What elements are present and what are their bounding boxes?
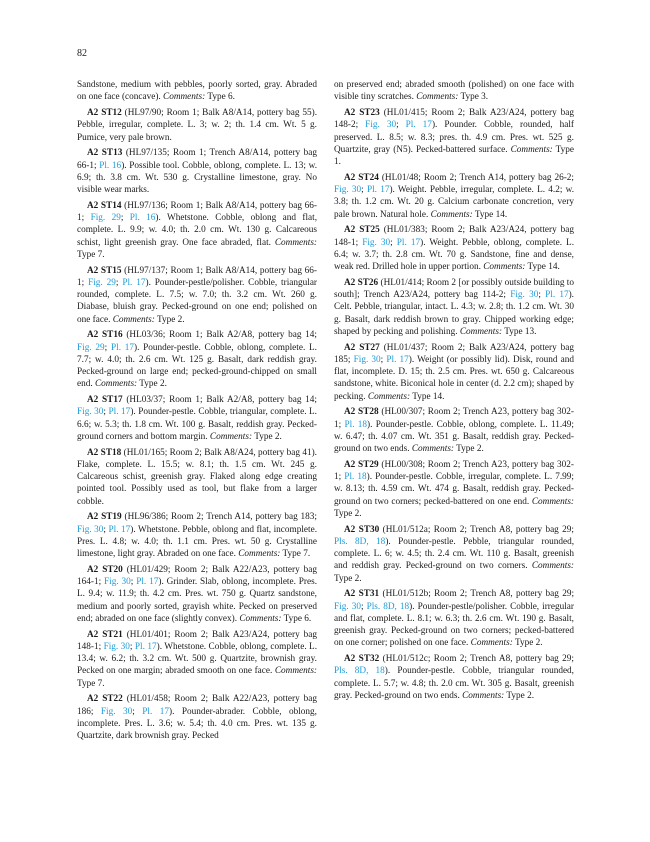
comments-label: Comments: xyxy=(483,262,526,272)
figure-ref-link[interactable]: Pl. 16 xyxy=(99,160,122,171)
figure-ref-link[interactable]: Pl. 17 xyxy=(142,706,169,717)
figure-ref-link[interactable]: Pl. 17 xyxy=(108,524,131,535)
comments-value: Type 7. xyxy=(282,549,311,559)
entry-description: (HL01/383; Room 2; Balk A23/A24, pottery bag 148-1; xyxy=(334,225,574,248)
catalog-entry xyxy=(334,406,574,455)
figure-ref-link[interactable]: Pl. 16 xyxy=(129,213,156,223)
entry-id: A2 ST17 xyxy=(87,395,123,405)
figure-ref-link[interactable]: Pl. 17 xyxy=(122,277,146,288)
comments-value: Type 2. xyxy=(334,573,362,584)
comments-label: Comments: xyxy=(430,209,473,220)
catalog-entry xyxy=(77,147,317,196)
entry-description-cont: ). Whetstone. Cobble, oblong, complete. L. 13.4; w. 6.2; th. 3.2 cm. Wt. 500 g. Quartzite, brownish gray. Pecked on one margin; abraded smooth on one face. xyxy=(77,641,318,677)
comments-label: Comments: xyxy=(531,561,575,572)
figure-ref-link[interactable]: Fig. 29 xyxy=(90,213,121,223)
comments-label: Comments: xyxy=(470,638,513,649)
comments-value: Type 3. xyxy=(460,92,489,103)
figure-ref-link[interactable]: Fig. 30 xyxy=(103,641,130,652)
figure-ref-link[interactable]: Fig. 30 xyxy=(100,706,133,717)
entry-description-cont: ). Pounder-pestle. Cobble, triangular rounded, complete. L. 5.7; w. 4.8; th. 2.0 cm. Wt. 305 g. Basalt, greenish gray. Pecked-ground on two ends. xyxy=(334,666,574,701)
figure-ref-link[interactable]: Fig. 30 xyxy=(510,290,539,300)
figure-ref-link[interactable]: Pls. 8D, 18 xyxy=(334,536,386,547)
comments-label: Comments: xyxy=(459,326,503,337)
catalog-entry: A2 ST14 (HL97/136; Room 1; Balk A8/A14, pottery bag 66-1; Fig. 29; Pl. 16). Whetstone. Cobble, oblong and flat, complete. L. 9.9; w. 4.0; th. 2.0 cm. Wt. 130 g. Calcareous schist, light greenish gray. One face abraded, flat. Comments: Type 7. xyxy=(77,200,318,260)
entry-description: (HL01/415; Room 2; Balk A23/A24, pottery bag 148-2; xyxy=(334,108,574,131)
entry-description: (HL01/414; Room 2 [or possibly outside building to south]; Trench A23/A24, pottery bag 114-2; xyxy=(334,277,575,300)
entry-description-cont: ). Possible tool. Cobble, oblong, complete. L. 13; w. 6.9; th. 3.8 cm. Wt. 530 g. Crystalline limestone, gray. No visible wear marks. xyxy=(77,160,318,195)
entry-id: A2 ST13 xyxy=(87,148,123,159)
entry-description-cont: ). Whetstone. Pebble, oblong and flat, incomplete. Pres. L. 4.8; w. 4.0; th. 1.1 cm. Pres. wt. 50 g. Crystalline limestone, light gray. Abraded on one face. xyxy=(77,524,318,559)
entry-id: A2 ST12 xyxy=(87,108,122,118)
catalog-entry: A2 ST17 (HL03/37; Room 1; Balk A2/A8, pottery bag 14; Fig. 30; Pl. 17). Pounder-pestle. Cobble, triangular, complete. L. 6.6; w. 5.3; th. 1.8 cm. Wt. 100 g. Basalt, reddish gray. Pecked-ground corners and bottom margin. Comments: Type 2. xyxy=(77,395,317,442)
catalog-entry xyxy=(77,107,317,144)
entry-description-cont: ). Pounder-abrader. Cobble, oblong, incomplete. Pres. L. 3.6; w. 5.4; th. 4.0 cm. Pres. wt. 135 g. Quartzite, dark brownish gray. Pecked xyxy=(77,706,317,741)
comments-value: Type 14. xyxy=(527,262,560,272)
continued-text xyxy=(334,79,574,104)
entry-description: (HL00/307; Room 2; Trench A23, pottery bag 302-1; xyxy=(334,407,575,430)
entry-id: A2 ST25 xyxy=(344,225,380,236)
figure-ref-link[interactable]: Pls. 8D, 18 xyxy=(366,601,410,612)
entry-description: (HL03/36; Room 1; Balk A2/A8, pottery bag 14; xyxy=(126,330,317,341)
catalog-entry: A2 ST27 (HL01/437; Room 2; Balk A23/A24, pottery bag 185; Fig. 30; Pl. 17). Weight (or possibly lid). Disk, round and flat, incomplete. D. 15; th. 2.5 cm. Pres. wt. 650 g. Calcareous sandstone, white. Biconical hole in center (d. 2.2 cm); shaped by pecking. Comments: Type 14. xyxy=(334,342,575,402)
entry-description: (HL96/386; Room 2; Trench A14, pottery bag 183; xyxy=(124,512,318,523)
entry-description-cont: ). Celt. Pebble, triangular, intact. L. 4.3; w. 2.8; th. 1.2 cm. Wt. 30 g. Basalt, dark reddish brown to gray. Chipped working edge; shaped by pecking and polishing. xyxy=(334,290,574,337)
continued-text xyxy=(77,79,317,104)
entry-description-cont: ). Weight (or possibly lid). Disk, round and flat, incomplete. D. 15; th. 2.5 cm. Pres. wt. 650 g. Calcareous sandstone, white. Biconical hole in center (d. 2.2 cm); shaped by pecking. xyxy=(334,354,575,402)
figure-ref-link[interactable]: Pl. 18 xyxy=(344,472,367,482)
catalog-entry xyxy=(334,524,574,585)
comments-value: Type 2. xyxy=(254,431,282,442)
comments-label: Comments: xyxy=(163,92,206,103)
figure-ref-link[interactable]: Pl. 17 xyxy=(136,577,159,587)
entry-id: A2 ST31 xyxy=(344,589,380,600)
figure-ref-link[interactable]: Pl. 17 xyxy=(545,290,569,300)
catalog-entry: A2 ST24 (HL01/48; Room 2; Trench A14, pottery bag 26-2; Fig. 30; Pl. 17). Weight. Pebble, irregular, complete. L. 4.2; w. 3.8; th. 1.2 cm. Wt. 20 g. Calcium carbonate concretion, very pale brown. Natural hole. Comments: Type 14. xyxy=(334,172,575,220)
comments-value: Type 2. xyxy=(139,379,167,390)
catalog-entry xyxy=(334,459,574,520)
entry-id: A2 ST29 xyxy=(344,459,379,470)
entry-description-cont: ). Weight. Pebble, oblong, complete. L. 6.4; w. 3.7; th. 2.8 cm. Wt. 70 g. Sandstone, fine and dense, weak red. Drilled hole in upper portion. xyxy=(334,237,575,272)
figure-ref-link[interactable]: Fig. 30 xyxy=(334,185,362,195)
comments-label: Comments: xyxy=(411,444,454,454)
comments-value: Type 6. xyxy=(207,92,235,103)
catalog-entry: A2 ST31 (HL01/512b; Room 2; Trench A8, pottery bag 29; Fig. 30; Pls. 8D, 18). Pounder-pestle/polisher. Cobble, irregular and flat, complete. L. 8.1; w. 6.3; th. 2.6 cm. Wt. 190 g. Basalt, greenish gray. Pecked-ground on two corners; pecked-battered on one corner; polished on one face. Comments: Type 2. xyxy=(334,589,575,649)
entry-description-cont: ). Whetstone. Cobble, oblong and flat, complete. L. 9.9; w. 4.0; th. 2.0 cm. Wt. 130 g. Calcareous schist, light greenish gray. One face abraded, flat. xyxy=(77,213,318,248)
entry-description-cont: ). Pounder-pestle/polisher. Cobble, irregular and flat, complete. L. 8.1; w. 6.3; th. 2.6 cm. Wt. 190 g. Basalt, greenish gray. Pecked-ground on two corners; pecked-battered on one corner; polished on one face. xyxy=(334,601,574,649)
entry-description: (HL01/429; Room 2; Balk A22/A23, pottery bag 164-1; xyxy=(77,564,317,587)
catalog-entry: A2 ST21 (HL01/401; Room 2; Balk A23/A24, pottery bag 148-1; Fig. 30; Pl. 17). Whetstone. Cobble, oblong, complete. L. 13.4; w. 6.2; th. 3.2 cm. Wt. 500 g. Quartzite, brownish gray. Pecked on one margin; abraded smooth on one face. Comments: Type 7. xyxy=(77,629,318,689)
figure-ref-link[interactable]: Pl. 17 xyxy=(405,120,432,131)
comments-label: Comments: xyxy=(238,549,281,559)
entry-description-cont: ). Pounder-pestle. Cobble, irregular, complete. L. 7.99; w. 8.13; th. 4.59 cm. Wt. 474 g. Basalt, reddish gray. Pecked-ground on two corners; pecked-battered on one end. xyxy=(334,472,574,507)
entry-description: (HL01/48; Room 2; Trench A14, pottery bag 26-2; xyxy=(381,172,575,183)
entry-description: (HL97/135; Room 1; Trench A8/A14, pottery bag 66-1; xyxy=(77,148,318,171)
figure-ref-link[interactable]: Pl. 17 xyxy=(110,342,135,353)
comments-value: Type 2. xyxy=(514,638,543,649)
comments-label: Comments: xyxy=(367,391,411,402)
entry-description-cont: ). Pounder. Cobble, rounded, half preserved. L. 8.5; w. 8.3; pres. th. 4.9 cm. Pres. wt. 525 g. Quartzite, gray (N5). Pecked-battered surface. xyxy=(334,120,575,155)
comments-value: Type 2. xyxy=(506,690,535,701)
entry-id: A2 ST19 xyxy=(87,512,122,523)
comments-label: Comments: xyxy=(112,314,155,325)
comments-label: Comments: xyxy=(416,92,459,103)
figure-ref-link[interactable]: Fig. 30 xyxy=(334,601,361,612)
comments-value: Type 14. xyxy=(412,391,445,402)
catalog-entry: A2 ST26 (HL01/414; Room 2 [or possibly outside building to south]; Trench A23/A24, pottery bag 114-2; Fig. 30; Pl. 17). Celt. Pebble, triangular, intact. L. 4.3; w. 2.8; th. 1.2 cm. Wt. 30 g. Basalt, dark reddish brown to gray. Chipped working edge; shaped by pecking and polishing. Comments: Type 13. xyxy=(334,277,575,337)
entry-description: (HL01/512c; Room 2; Trench A8, pottery bag 29; xyxy=(382,654,574,664)
entry-description-cont: ). Pounder-pestle. Cobble, oblong, complete. L. 7.7; w. 4.0; th. 2.6 cm. Wt. 125 g. Basalt, dark reddish gray. Pecked-ground on large end; pecked-ground-chipped on small end. xyxy=(77,342,317,390)
entry-description: (HL01/512a; Room 2; Trench A8, pottery bag 29; xyxy=(382,524,574,535)
comments-label: Comments: xyxy=(209,431,253,442)
comments-label: Comments: xyxy=(274,237,317,248)
figure-ref-link[interactable]: Pl. 17 xyxy=(386,354,409,365)
entry-description-cont: ). Pounder-pestle. Cobble, oblong, complete. L. 11.49; w. 6.47; th. 4.07 cm. Wt. 351 g. Basalt, reddish gray. Pecked-ground on two ends. xyxy=(334,419,574,454)
figure-ref-link[interactable]: Fig. 29 xyxy=(77,342,105,353)
figure-ref-link[interactable]: Fig. 29 xyxy=(88,277,116,288)
entry-id: A2 ST24 xyxy=(344,172,379,183)
entry-id: A2 ST32 xyxy=(344,654,380,664)
comments-value: Type 2. xyxy=(334,508,362,519)
entry-id: A2 ST15 xyxy=(87,265,122,276)
entry-id: A2 ST18 xyxy=(87,447,122,458)
comments-value: Type 14. xyxy=(474,209,508,220)
figure-ref-link[interactable]: Pl. 17 xyxy=(108,407,131,418)
figure-ref-link[interactable]: Fig. 30 xyxy=(104,577,131,587)
entry-description-cont: ). Weight. Pebble, irregular, complete. L. 4.2; w. 3.8; th. 1.2 cm. Wt. 20 g. Calcium carbonate concretion, very pale brown. Natural hole. xyxy=(334,185,575,220)
catalog-entry: A2 ST16 (HL03/36; Room 1; Balk A2/A8, pottery bag 14; Fig. 29; Pl. 17). Pounder-pestle. Cobble, oblong, complete. L. 7.7; w. 4.0; th. 2.6 cm. Wt. 125 g. Basalt, dark reddish gray. Pecked-ground on large end; pecked-ground-chipped on small end. Comments: Type 2. xyxy=(77,330,317,390)
figure-ref-link[interactable]: Pl. 17 xyxy=(134,641,157,652)
left-column xyxy=(77,79,317,746)
entry-description: (HL00/308; Room 2; Trench A23, pottery bag 302-1; xyxy=(334,459,575,482)
figure-ref-link[interactable]: Pl. 17 xyxy=(396,237,421,248)
catalog-entry: A2 ST19 (HL96/386; Room 2; Trench A14, pottery bag 183; Fig. 30; Pl. 17). Whetstone. Pebble, oblong and flat, incomplete. Pres. L. 4.8; w. 4.0; th. 1.1 cm. Pres. wt. 50 g. Crystalline limestone, light gray. Abraded on one face. Comments: Type 7. xyxy=(77,512,318,559)
entry-description: (HL97/137; Room 1; Balk A8/A14, pottery bag 66-1; xyxy=(77,265,318,288)
comments-label: Comments: xyxy=(94,379,138,390)
entry-id: A2 ST30 xyxy=(344,524,380,535)
entry-description-cont: ). Pounder-pestle/polisher. Cobble, triangular rounded, complete. L. 7.5; w. 7.0; th. 3.2 cm. Wt. 260 g. Diabase, bluish gray. Pecked-ground on one end; polished on one face. xyxy=(77,277,318,325)
right-column xyxy=(334,79,574,706)
entry-description: (HL01/458; Room 2; Balk A22/A23, pottery bag 186; xyxy=(77,694,317,717)
catalog-entry: A2 ST22 (HL01/458; Room 2; Balk A22/A23, pottery bag 186; Fig. 30; Pl. 17). Pounder-abrader. Cobble, oblong, incomplete. Pres. L. 3.6; w. 5.4; th. 4.0 cm. Pres. wt. 135 g. Quartzite, dark brownish gray. Pecked xyxy=(77,694,317,741)
entry-id: A2 ST16 xyxy=(87,330,123,341)
figure-ref-link[interactable]: Fig. 30 xyxy=(77,524,104,535)
figure-ref-link[interactable]: Pl. 18 xyxy=(344,419,368,430)
catalog-entry: A2 ST15 (HL97/137; Room 1; Balk A8/A14, pottery bag 66-1; Fig. 29; Pl. 17). Pounder-pestle/polisher. Cobble, triangular rounded, complete. L. 7.5; w. 7.0; th. 3.2 cm. Wt. 260 g. Diabase, bluish gray. Pecked-ground on one end; polished on one face. Comments: Type 2. xyxy=(77,265,318,325)
comments-value: Type 6. xyxy=(283,613,312,624)
comments-value: Type 2. xyxy=(157,314,185,325)
comments-label: Comments: xyxy=(462,690,505,701)
entry-description-cont: ). Pounder-pestle. Cobble, triangular, complete. L. 6.6; w. 5.3; th. 1.8 cm. Wt. 100 g. Basalt, reddish gray. Pecked-ground corners and bottom margin. xyxy=(77,407,317,442)
entry-id: A2 ST22 xyxy=(87,694,123,705)
continued-description: Sandstone, medium with pebbles, poorly sorted, gray. Abraded on one face (concave). xyxy=(77,80,317,103)
entry-id: A2 ST27 xyxy=(344,342,380,353)
entry-id: A2 ST26 xyxy=(344,277,379,288)
figure-ref-link[interactable]: Fig. 30 xyxy=(353,354,381,365)
entry-description: (HL01/437; Room 2; Balk A23/A24, pottery bag 185; xyxy=(334,342,574,365)
page-number: 82 xyxy=(77,48,87,59)
figure-ref-link[interactable]: Pls. 8D, 18 xyxy=(334,666,385,677)
entry-description: (HL01/401; Room 2; Balk A23/A24, pottery bag 148-1; xyxy=(77,629,317,652)
entry-id: A2 ST21 xyxy=(87,629,123,640)
comments-label: Comments: xyxy=(239,613,282,624)
figure-ref-link[interactable]: Fig. 30 xyxy=(365,120,397,131)
entry-description-cont: ). Grinder. Slab, oblong, incomplete. Pres. L. 9.4; w. 11.9; th. 4.2 cm. Pres. wt. 750 g. Quartz sandstone, medium and poorly sorted, grayish white. Pecked on preserved end; abraded on one face (slightly convex). xyxy=(77,577,318,624)
comments-label: Comments: xyxy=(531,496,574,507)
comments-value: Type 7. xyxy=(77,678,105,689)
catalog-entry: A2 ST23 (HL01/415; Room 2; Balk A23/A24, pottery bag 148-2; Fig. 30; Pl. 17). Pounder. Cobble, rounded, half preserved. L. 8.5; w. 8.3; pres. th. 4.9 cm. Pres. wt. 525 g. Quartzite, gray (N5). Pecked-battered surface. Comments: Type 1. xyxy=(334,108,575,167)
figure-ref-link[interactable]: Pl. 17 xyxy=(366,185,390,195)
comments-value: Type 7. xyxy=(77,249,105,260)
entry-description: (HL97/90; Room 1; Balk A8/A14, pottery bag 55). Pebble, irregular, complete. L. 3; w. 2; th. 1.4 cm. Wt. 5 g. Pumice, very pale brown. xyxy=(77,108,318,143)
figure-ref-link[interactable]: Fig. 30 xyxy=(362,237,391,248)
entry-description: (HL97/136; Room 1; Balk A8/A14, pottery bag 66-1; xyxy=(77,200,318,223)
entry-id: A2 ST20 xyxy=(87,564,123,575)
entry-description: (HL01/165; Room 2; Balk A8/A24, pottery bag 41). Flake, complete. L. 15.5; w. 8.1; th. 1.5 cm. Wt. 245 g. Calcareous schist, greenish gray. Flaked along edge creating pointed tool. Possibly used as tool, but flake from a larger cobble. xyxy=(77,447,317,507)
entry-description-cont: ). Pounder-pestle. Pebble, triangular rounded, complete. L. 6; w. 4.5; th. 2.4 cm. Wt. 110 g. Basalt, greenish and reddish gray. Pecked-ground on two corners. xyxy=(334,536,575,572)
catalog-entry: A2 ST25 (HL01/383; Room 2; Balk A23/A24, pottery bag 148-1; Fig. 30; Pl. 17). Weight. Pebble, oblong, complete. L. 6.4; w. 3.7; th. 2.8 cm. Wt. 70 g. Sandstone, fine and dense, weak red. Drilled hole in upper portion. Comments: Type 14. xyxy=(334,225,575,272)
entry-id: A2 ST28 xyxy=(344,407,379,418)
comments-value: Type 1. xyxy=(334,144,574,167)
catalog-entry: A2 ST20 (HL01/429; Room 2; Balk A22/A23, pottery bag 164-1; Fig. 30; Pl. 17). Grinder. Slab, oblong, incomplete. Pres. L. 9.4; w. 11.9; th. 4.2 cm. Pres. wt. 750 g. Quartz sandstone, medium and poorly sorted, grayish white. Pecked on preserved end; abraded on one face (slightly convex). Comments: Type 6. xyxy=(77,564,318,624)
entry-id: A2 ST14 xyxy=(87,200,122,211)
catalog-entry xyxy=(77,447,317,508)
comments-value: Type 13. xyxy=(504,326,537,337)
comments-label: Comments: xyxy=(274,666,318,677)
comments-value: Type 2. xyxy=(456,444,484,454)
continued-description: on preserved end; abraded smooth (polished) on one face with visible tiny scratches. xyxy=(334,80,574,103)
catalog-entry xyxy=(334,653,574,702)
entry-description: (HL03/37; Room 1; Balk A2/A8, pottery bag 14; xyxy=(126,395,317,405)
entry-id: A2 ST23 xyxy=(344,108,380,118)
comments-label: Comments: xyxy=(510,144,553,155)
figure-ref-link[interactable]: Fig. 30 xyxy=(77,407,104,418)
entry-description: (HL01/512b; Room 2; Trench A8, pottery bag 29; xyxy=(382,589,575,600)
